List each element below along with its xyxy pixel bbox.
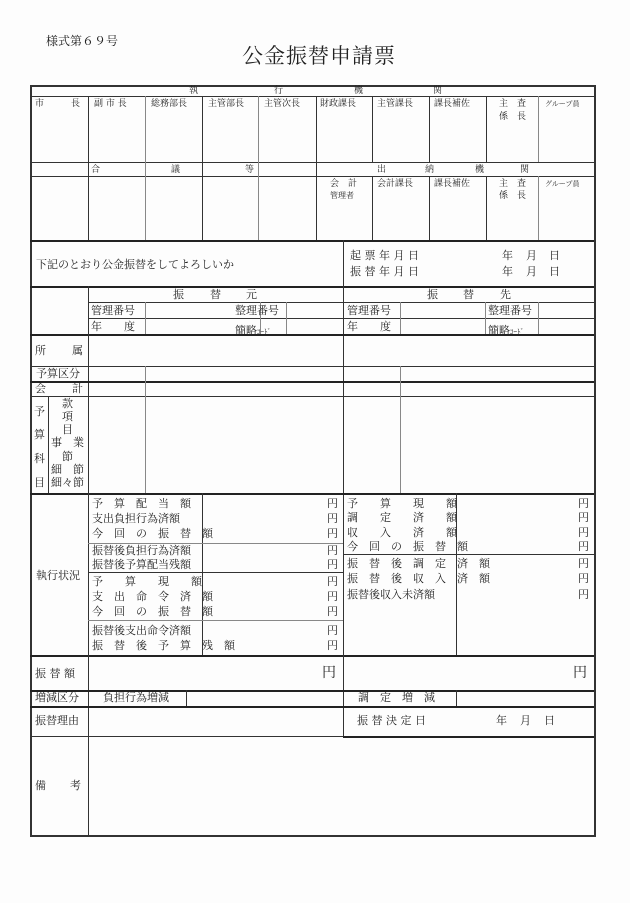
sign-box-accounting-manager[interactable] (317, 203, 371, 239)
short-code-text-2: ｺｰﾄﾞ (510, 328, 524, 336)
dest-ref-no-input[interactable] (539, 303, 593, 317)
sign-box-director[interactable] (203, 112, 257, 161)
dest-header-1: 振 (427, 288, 438, 301)
col-section-chief: 主管課長 (377, 99, 414, 109)
budget-subject-label-4: 目 (34, 476, 45, 489)
burden-change-input[interactable] (187, 691, 342, 705)
subject-item-subclause: 細 節 (51, 463, 84, 476)
transfer-year[interactable]: 年 (502, 265, 513, 278)
sign-box-treasury-group[interactable] (539, 193, 593, 239)
source-mgmt-no-input[interactable] (146, 303, 259, 317)
exec-left-label: 振替後負担行為済額 (92, 544, 191, 557)
dest-budget-category-input[interactable] (401, 367, 593, 380)
col-deputy-mayor: 副 市 長 (94, 99, 127, 109)
transfer-date-label: 振 替 年 月 日 (350, 265, 419, 278)
exec-left-label: 今 回 の 振 替 額 (92, 605, 213, 618)
col-finance-chief: 財政課長 (320, 99, 357, 109)
assessment-change-input[interactable] (457, 691, 593, 705)
source-year-label: 年 度 (91, 320, 135, 333)
subject-item-section: 款 (62, 397, 73, 410)
col-treasury-deputy: 課長補佐 (434, 179, 471, 189)
consult-box-4[interactable] (203, 177, 257, 239)
sign-box-finance-chief[interactable] (317, 112, 371, 161)
exec-left-label: 振替後支出命令済額 (92, 624, 191, 637)
col-general-affairs-director: 総務部長 (151, 99, 188, 109)
exec-left-label: 支 出 命 令 済 額 (92, 590, 213, 603)
treasury-header-1: 出 (377, 165, 387, 175)
exec-left-amounts-input[interactable] (203, 494, 323, 654)
dest-mgmt-no-label: 管理番号 (347, 304, 391, 317)
source-accounting-input[interactable] (146, 382, 342, 395)
short-code-text-1: 簡略 (235, 324, 257, 337)
subject-item-sub: 目 (62, 423, 73, 436)
col-accounting-manager-2: 管理者 (330, 191, 354, 200)
sign-box-accounting-chief[interactable] (373, 193, 428, 239)
budget-category-label: 予算区分 (36, 367, 80, 380)
draft-date-label: 起 票 年 月 日 (350, 249, 419, 262)
yen-unit: 円 (327, 527, 338, 540)
yen-unit: 円 (327, 512, 338, 525)
form-number: 様式第６９号 (46, 34, 119, 48)
exec-header-1: 執 (189, 86, 199, 96)
remarks-label-1: 備 (35, 779, 46, 792)
source-header-3: 元 (246, 288, 257, 301)
decision-day[interactable]: 日 (544, 714, 555, 727)
department-label-1: 所 (35, 344, 46, 357)
exec-left-label: 今 回 の 振 替 額 (92, 527, 213, 540)
yen-unit: 円 (578, 511, 589, 524)
source-header-1: 振 (173, 288, 184, 301)
source-budget-category-input[interactable] (146, 367, 342, 380)
exec-right-label: 振 替 後 調 定 済 額 (347, 557, 490, 570)
dest-year-label: 年 度 (347, 320, 391, 333)
decision-date-label: 振 替 決 定 日 (357, 714, 426, 727)
dest-year-input[interactable] (401, 319, 484, 333)
consult-header-2: 議 (171, 165, 181, 175)
exec-left-label: 予 算 現 額 (92, 575, 202, 588)
yen-unit: 円 (578, 572, 589, 585)
exec-header-3: 機 (354, 86, 364, 96)
budget-subject-label-2: 算 (34, 428, 45, 441)
exec-right-label: 振替後収入未済額 (347, 588, 435, 601)
transfer-day[interactable]: 日 (549, 265, 560, 278)
col-subsection-chief: 係 長 (499, 112, 527, 122)
source-transfer-amount-input[interactable] (89, 656, 319, 689)
change-category-label: 増減区分 (35, 691, 79, 704)
yen-unit: 円 (578, 540, 589, 553)
transfer-amount-label: 振 替 額 (35, 667, 75, 680)
yen-unit: 円 (327, 558, 338, 571)
dest-mgmt-no-input[interactable] (401, 303, 484, 317)
budget-subject-label-3: 科 (34, 452, 45, 465)
consult-box-1[interactable] (31, 177, 87, 239)
exec-left-label: 支出負担行為済額 (92, 512, 180, 525)
draft-year[interactable]: 年 (502, 249, 513, 262)
col-treasury-subsection-chief: 係 長 (499, 191, 527, 201)
sign-box-assistant-chief[interactable] (430, 112, 485, 161)
sign-box-supervisor[interactable] (487, 125, 537, 161)
budget-subject-label-1: 予 (34, 405, 45, 418)
treasury-header-4: 関 (520, 165, 530, 175)
subject-item-project: 事 業 (51, 436, 84, 449)
sign-box-section-chief[interactable] (373, 112, 428, 161)
dest-ref-no-label: 整理番号 (488, 304, 532, 317)
yen-unit: 円 (327, 575, 338, 588)
yen-unit: 円 (327, 497, 338, 510)
decision-year[interactable]: 年 (496, 714, 507, 727)
remarks-input[interactable] (89, 738, 593, 832)
divider (343, 240, 344, 286)
source-mgmt-no-label: 管理番号 (91, 304, 135, 317)
yen-unit: 円 (327, 639, 338, 652)
dest-accounting-input[interactable] (401, 382, 593, 395)
page-title: 公金振替申請票 (242, 44, 396, 68)
source-subject-input[interactable] (146, 397, 342, 492)
exec-right-label: 今 回 の 振 替 額 (347, 540, 468, 553)
source-header-2: 替 (210, 288, 221, 301)
exec-right-label: 調 定 済 額 (347, 511, 457, 524)
dest-transfer-amount-input[interactable] (344, 656, 570, 689)
yen-unit: 円 (327, 544, 338, 557)
sign-box-deputy-director[interactable] (259, 112, 315, 161)
exec-right-amounts-input[interactable] (457, 494, 575, 654)
source-ref-no-label: 整理番号 (235, 304, 279, 317)
col-assistant-chief: 課長補佐 (434, 99, 471, 109)
divider (88, 286, 89, 334)
assessment-change-label: 調 定 増 減 (358, 691, 435, 704)
dest-department-input[interactable] (344, 335, 593, 365)
col-accounting-manager-1: 会 計 (330, 179, 358, 189)
draft-day[interactable]: 日 (549, 249, 560, 262)
exec-right-label: 収 入 済 額 (347, 526, 457, 539)
col-mayor: 市 長 (35, 99, 81, 109)
accounting-label-1: 会 (35, 382, 46, 395)
source-department-input[interactable] (89, 335, 342, 365)
transfer-reason-input[interactable] (89, 707, 342, 735)
consult-box-2[interactable] (89, 177, 144, 239)
transfer-amount-yen-source: 円 (322, 665, 336, 681)
yen-unit: 円 (578, 557, 589, 570)
yen-unit: 円 (578, 497, 589, 510)
source-ref-no-input[interactable] (287, 303, 342, 317)
treasury-header-3: 機 (475, 165, 485, 175)
col-treasury-supervisor: 主 査 (499, 179, 527, 189)
divider (88, 493, 89, 655)
col-supervisor: 主 査 (499, 99, 527, 109)
sign-box-treasury-supervisor[interactable] (487, 204, 537, 239)
divider (48, 396, 49, 493)
exec-right-label: 予 算 現 額 (347, 497, 457, 510)
col-deputy-director: 主管次長 (264, 99, 301, 109)
dest-header-2: 替 (463, 288, 474, 301)
transfer-amount-yen-dest: 円 (573, 665, 587, 681)
col-accounting-chief: 会計課長 (377, 179, 414, 189)
accounting-label-2: 計 (72, 382, 83, 395)
exec-header-4: 関 (433, 86, 443, 96)
sign-box-mayor[interactable] (31, 112, 87, 161)
col-director: 主管部長 (208, 99, 245, 109)
exec-left-label: 振 替 後 予 算 残 額 (92, 639, 235, 652)
subject-item-item: 項 (62, 410, 73, 423)
yen-unit: 円 (327, 624, 338, 637)
exec-right-label: 振 替 後 収 入 済 額 (347, 572, 490, 585)
divider (30, 240, 594, 242)
dest-header-3: 先 (500, 288, 511, 301)
consult-box-3[interactable] (146, 177, 201, 239)
department-label-2: 属 (72, 344, 83, 357)
yen-unit: 円 (578, 526, 589, 539)
sign-box-group-member[interactable] (539, 112, 593, 161)
yen-unit: 円 (327, 605, 338, 618)
request-statement: 下記のとおり公金振替をしてよろしいか (36, 258, 234, 271)
sign-box-deputy-mayor[interactable] (89, 112, 144, 161)
dest-subject-input[interactable] (401, 397, 593, 492)
draft-month[interactable]: 月 (526, 249, 537, 262)
burden-change-label: 負担行為増減 (103, 691, 169, 704)
transfer-reason-label: 振替理由 (35, 714, 79, 727)
divider (30, 96, 594, 97)
short-code-text-1: 簡略 (488, 324, 510, 337)
divider (485, 302, 486, 334)
source-short-code-input[interactable] (287, 319, 342, 333)
sign-box-treasury-deputy[interactable] (430, 193, 485, 239)
exec-left-label: 予 算 配 当 額 (92, 497, 191, 510)
transfer-month[interactable]: 月 (526, 265, 537, 278)
remarks-label-2: 考 (70, 779, 81, 792)
subject-item-clause: 節 (62, 450, 73, 463)
col-group-member: グループ員 (545, 100, 580, 108)
subject-item-subsubclause: 細々節 (51, 476, 84, 489)
short-code-text-2: ｺｰﾄﾞ (257, 328, 271, 336)
dest-short-code-input[interactable] (539, 319, 593, 333)
consult-header-3: 等 (245, 165, 255, 175)
col-treasury-group: グループ員 (545, 180, 580, 188)
yen-unit: 円 (578, 588, 589, 601)
consult-box-5[interactable] (259, 177, 315, 239)
exec-left-label: 振替後予算配当残額 (92, 558, 191, 571)
source-year-input[interactable] (146, 319, 259, 333)
sign-box-general-affairs-director[interactable] (146, 112, 201, 161)
execution-status-label: 執行状況 (36, 569, 80, 582)
consult-header-1: 合 (91, 165, 101, 175)
divider (30, 162, 594, 163)
exec-header-2: 行 (274, 86, 284, 96)
yen-unit: 円 (327, 590, 338, 603)
treasury-header-2: 納 (425, 165, 435, 175)
decision-month[interactable]: 月 (520, 714, 531, 727)
